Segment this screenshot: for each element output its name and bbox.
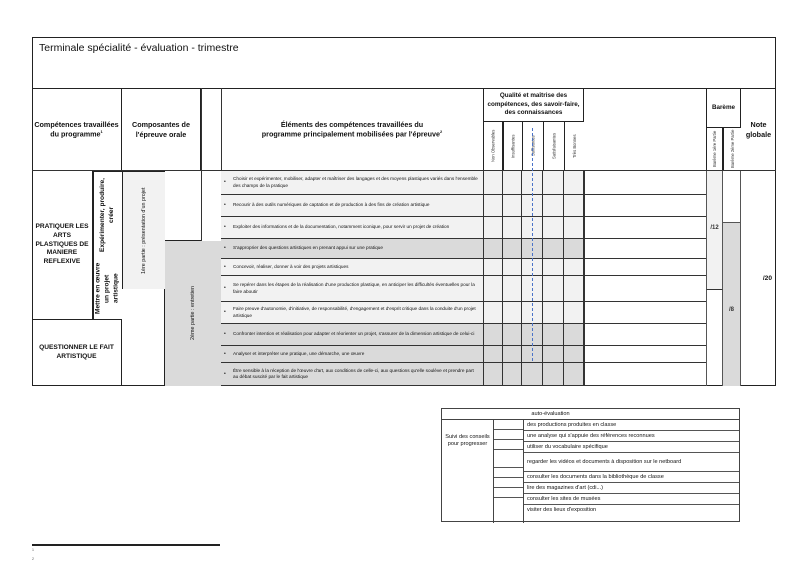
level-cell[interactable] — [564, 324, 584, 346]
observation-cell[interactable] — [585, 346, 706, 363]
level-cell[interactable] — [564, 195, 584, 217]
observation-cell[interactable] — [585, 276, 706, 302]
auto-evaluation-row: une analyse qui s'appuie des références reconnues — [524, 431, 739, 442]
level-cell[interactable] — [483, 239, 503, 259]
level-cell[interactable] — [564, 276, 584, 302]
observation-cell[interactable] — [585, 324, 706, 346]
level-cell[interactable] — [503, 363, 522, 386]
level-cell[interactable] — [503, 324, 522, 346]
observation-cell[interactable] — [585, 217, 706, 239]
level-cell[interactable] — [543, 259, 564, 276]
level-cell[interactable] — [543, 302, 564, 324]
competence-item: • Confronter intention et réalisation pour adapter et réorienter un projet, s'assurer de la dimension artistique de celui-ci — [221, 324, 483, 346]
level-cell[interactable] — [543, 363, 564, 386]
auto-evaluation-check-cell[interactable] — [494, 488, 523, 498]
competence-item: • Concevoir, réaliser, donner à voir des projets artistiques — [221, 259, 483, 276]
auto-evaluation-row: regarder les vidéos et documents à disposition sur le netboard — [524, 453, 739, 472]
level-cell[interactable] — [564, 171, 584, 195]
level-cell[interactable] — [543, 217, 564, 239]
auto-evaluation-check-cell[interactable] — [494, 498, 523, 508]
level-satisfaisantes: Satisfaisantes — [543, 122, 564, 170]
header-competences: Compétences travaillées du programme$^1$ — [32, 88, 122, 170]
observation-cell[interactable] — [585, 195, 706, 217]
level-cell[interactable] — [483, 346, 503, 363]
auto-evaluation-check-cell[interactable] — [494, 468, 523, 478]
auto-evaluation-row: consulter les documents dans la bibliothèque de classe — [524, 472, 739, 483]
level-cell[interactable] — [483, 217, 503, 239]
level-non-observables: Non Observables — [483, 122, 503, 170]
level-cell[interactable] — [483, 171, 503, 195]
partie-2-entretien: 2ème partie : entretien — [165, 241, 221, 386]
auto-evaluation-row: des productions produites en classe — [524, 420, 739, 431]
level-cell[interactable] — [503, 346, 522, 363]
bareme-col-2: Barème 2ème Partie — [723, 128, 741, 170]
header-note-globale: Note globale — [741, 88, 776, 170]
note-globale-cell: /20 — [762, 275, 772, 282]
document-title: Terminale spécialité - évaluation - trimestre — [32, 37, 776, 88]
level-cell[interactable] — [543, 239, 564, 259]
auto-evaluation-check-cell[interactable] — [494, 450, 523, 468]
auto-evaluation-check-cell[interactable] — [494, 440, 523, 450]
suffisantes-marker-line — [532, 128, 533, 361]
footnote-separator — [32, 544, 220, 546]
level-insuffisantes: Insuffisantes — [503, 122, 522, 170]
level-cell[interactable] — [483, 276, 503, 302]
observation-cell[interactable] — [585, 239, 706, 259]
level-cell[interactable] — [543, 276, 564, 302]
auto-evaluation-row: consulter les sites de musées — [524, 494, 739, 505]
level-cell[interactable] — [564, 217, 584, 239]
group-experimenter: Expérimenter, produire, créer — [93, 171, 122, 258]
observation-cell[interactable] — [585, 302, 706, 324]
partie-1-presentation: 1ère partie : présentation d'un projet — [122, 171, 165, 289]
level-cell[interactable] — [503, 217, 522, 239]
level-tres-bonnes: Très Bonnes — [564, 122, 584, 170]
auto-evaluation-table — [441, 408, 740, 522]
competence-item: • Faire preuve d'autonomie, d'initiative, de responsabilité, d'engagement et d'esprit critique dans la conduite d'un projet artistique — [221, 302, 483, 324]
level-cell[interactable] — [543, 195, 564, 217]
level-cell[interactable] — [522, 363, 543, 386]
level-cell[interactable] — [543, 171, 564, 195]
level-cell[interactable] — [483, 363, 503, 386]
bareme-col-1: Barème 1ère Partie — [706, 128, 723, 170]
competence-item: • Choisir et expérimenter, mobiliser, adapter et maîtriser des langages et des moyens plastiques variés dans l'ensemble des champs de la pratique — [221, 171, 483, 195]
header-elements: Éléments des compétences travaillées du programme principalement mobilisées par l'épreuve$^2$ — [221, 88, 483, 170]
level-cell[interactable] — [483, 324, 503, 346]
level-cell[interactable] — [564, 363, 584, 386]
competence-item: • S'approprier des questions artistiques en prenant appui sur une pratique — [221, 239, 483, 259]
level-cell[interactable] — [543, 346, 564, 363]
level-cell[interactable] — [503, 171, 522, 195]
competence-item: • Analyser et interpréter une pratique, une démarche, une œuvre — [221, 346, 483, 363]
header-composantes: Composantes de l'épreuve orale — [122, 88, 201, 170]
level-cell[interactable] — [503, 302, 522, 324]
observation-column — [584, 171, 706, 386]
footnote-1: 1 — [32, 548, 34, 552]
group-pratiquer: PRATIQUER LES ARTS PLASTIQUES DE MANIERE REFLEXIVE — [32, 171, 93, 319]
group-questionner: QUESTIONNER LE FAIT ARTISTIQUE — [32, 319, 122, 386]
level-cell[interactable] — [503, 195, 522, 217]
level-cell[interactable] — [543, 324, 564, 346]
header-qualite: Qualité et maîtrise des compétences, des savoir-faire, des connaissances — [483, 88, 584, 122]
competence-item: • Exploiter des informations et de la documentation, notamment iconique, pour servir un projet de création — [221, 217, 483, 239]
bareme-1-cell: /12 — [706, 171, 723, 290]
auto-evaluation-row: utiliser du vocabulaire spécifique — [524, 442, 739, 453]
observation-cell[interactable] — [585, 259, 706, 276]
items-list — [221, 171, 483, 386]
suivi-conseils-label: Suivi des conseils pour progresser — [442, 420, 494, 523]
auto-evaluation-check-cell[interactable] — [494, 430, 523, 440]
level-cell[interactable] — [503, 259, 522, 276]
footnote-2: 2 — [32, 557, 34, 561]
observation-cell[interactable] — [585, 171, 706, 195]
level-cell[interactable] — [483, 195, 503, 217]
auto-evaluation-row: lire des magazines d'art (cdi...) — [524, 483, 739, 494]
auto-evaluation-row: visiter des lieux d'exposition — [527, 506, 597, 513]
level-cell[interactable] — [564, 302, 584, 324]
level-cell[interactable] — [564, 239, 584, 259]
bareme-2-cell: /8 — [723, 223, 741, 386]
competence-item: • Se repérer dans les étapes de la réalisation d'une production plastique, en anticiper les difficultés éventuelles pour la faire aboutir — [221, 276, 483, 302]
group-mettre-en-oeuvre: Mettre en œuvre un projet artistique — [93, 258, 122, 319]
auto-evaluation-title: auto-évaluation — [442, 409, 739, 420]
competence-item: • Recourir à des outils numériques de captation et de production à des fins de création artistique — [221, 195, 483, 217]
level-grid — [483, 171, 584, 386]
level-cell[interactable] — [483, 259, 503, 276]
observation-cell[interactable] — [585, 363, 706, 386]
level-cell[interactable] — [503, 239, 522, 259]
level-cell[interactable] — [564, 346, 584, 363]
level-cell[interactable] — [483, 302, 503, 324]
auto-evaluation-check-cell[interactable] — [494, 478, 523, 488]
header-bareme: Barème — [706, 88, 741, 128]
auto-evaluation-check-cell[interactable] — [494, 420, 523, 430]
competence-item: • Être sensible à la réception de l'œuvre d'art, aux conditions de celle-ci, aux questions qu'elle soulève et prendre part au débat suscité par le fait artistique — [221, 363, 483, 386]
level-cell[interactable] — [564, 259, 584, 276]
level-cell[interactable] — [503, 276, 522, 302]
level-suffisantes: Suffisantes — [522, 122, 543, 170]
